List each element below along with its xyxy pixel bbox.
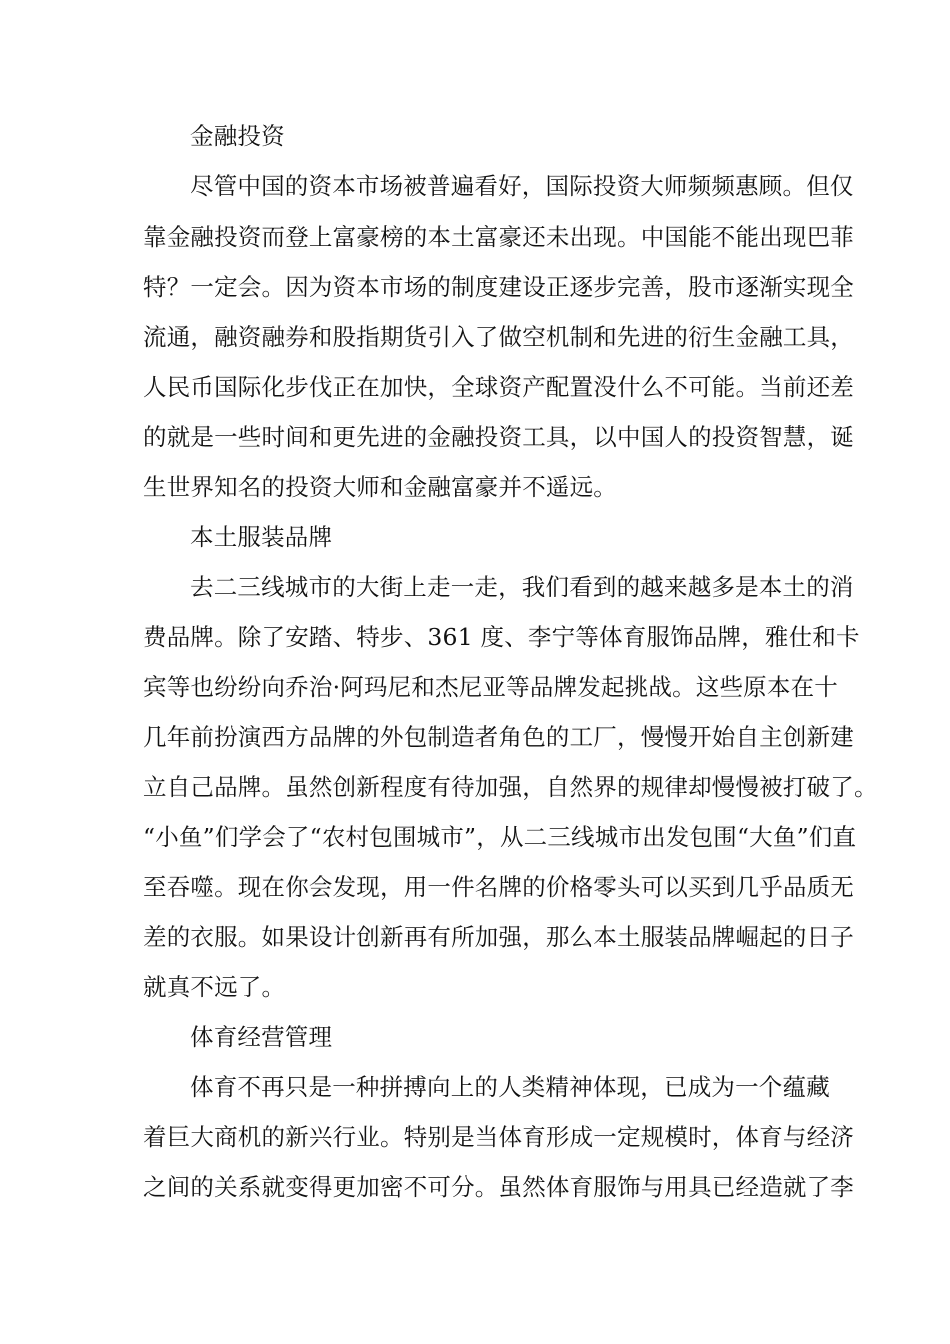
section-heading: 体育经营管理 [190,1023,333,1051]
paragraph-line: 流通，融资融券和股指期货引入了做空机制和先进的衍生金融工具， [143,323,854,351]
paragraph-line: 差的衣服。如果设计创新再有所加强，那么本土服装品牌崛起的日子 [143,923,854,951]
paragraph-line: 费品牌。除了安踏、特步、361 度、李宁等体育服饰品牌，雅仕和卡 [143,623,860,651]
section-heading: 金融投资 [190,122,285,150]
paragraph-line: 几年前扮演西方品牌的外包制造者角色的工厂，慢慢开始自主创新建 [143,723,854,751]
paragraph-line: 就真不远了。 [143,973,286,1001]
paragraph-line: 生世界知名的投资大师和金融富豪并不遥远。 [143,473,617,501]
paragraph-line: 体育不再只是一种拼搏向上的人类精神体现，已成为一个蕴藏 [190,1073,830,1101]
paragraph-line: 尽管中国的资本市场被普遍看好，国际投资大师频频惠顾。但仅 [190,172,854,200]
paragraph-line: 立自己品牌。虽然创新程度有待加强，自然界的规律却慢慢被打破了。 [143,773,878,801]
paragraph-line: 靠金融投资而登上富豪榜的本土富豪还未出现。中国能不能出现巴菲 [143,223,854,251]
paragraph-line: 至吞噬。现在你会发现，用一件名牌的价格零头可以买到几乎品质无 [143,873,854,901]
paragraph-line: 去二三线城市的大街上走一走，我们看到的越来越多是本土的消 [190,573,854,601]
paragraph-line: 宾等也纷纷向乔治·阿玛尼和杰尼亚等品牌发起挑战。这些原本在十 [143,673,838,701]
paragraph-line: 的就是一些时间和更先进的金融投资工具，以中国人的投资智慧，诞 [143,423,854,451]
paragraph-line: 人民币国际化步伐正在加快，全球资产配置没什么不可能。当前还差 [143,373,854,401]
paragraph-line: 着巨大商机的新兴行业。特别是当体育形成一定规模时，体育与经济 [143,1123,854,1151]
section-heading: 本土服装品牌 [190,523,333,551]
paragraph-line: 特？一定会。因为资本市场的制度建设正逐步完善，股市逐渐实现全 [143,273,854,301]
paragraph-line: 之间的关系就变得更加密不可分。虽然体育服饰与用具已经造就了李 [143,1173,854,1201]
paragraph-line: “小鱼”们学会了“农村包围城市”，从二三线城市出发包围“大鱼”们直 [143,823,857,851]
